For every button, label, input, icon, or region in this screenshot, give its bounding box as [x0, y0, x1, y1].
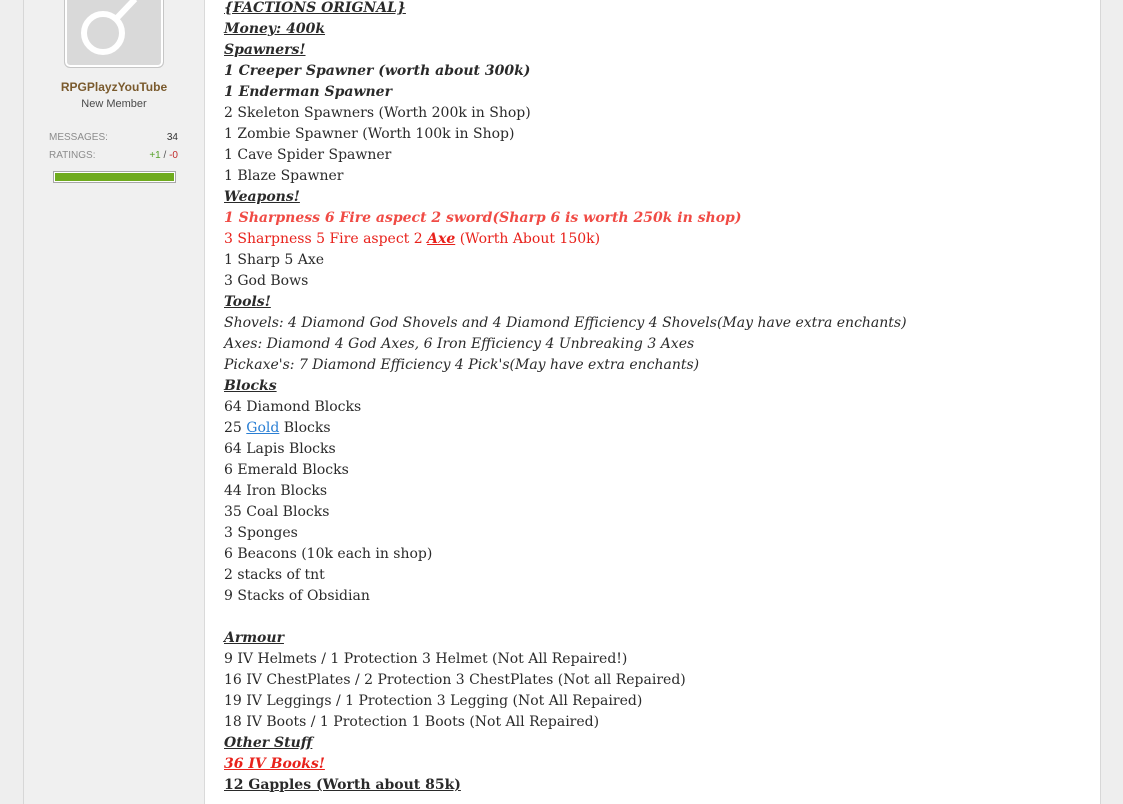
post-body — [224, 0, 1084, 796]
ratings-negative: -0 — [169, 150, 178, 161]
ratings-value — [149, 150, 178, 161]
tool-line: Axes: Diamond 4 God Axes, 6 Iron Efficiency 4 Unbreaking 3 Axes — [224, 336, 695, 352]
ratings-separator: / — [163, 150, 167, 161]
weapon-2-axe: Axe — [427, 231, 456, 247]
spawner-line: 1 Cave Spider Spawner — [224, 147, 392, 163]
faction-header: {FACTIONS ORIGNAL} — [224, 0, 406, 16]
armour-line: 19 IV Leggings / 1 Protection 3 Legging (Not All Repaired) — [224, 693, 643, 709]
other-line: 36 IV Books! — [224, 756, 325, 772]
spawner-line: 1 Zombie Spawner (Worth 100k in Shop) — [224, 126, 515, 142]
weapon-2-prefix: 3 Sharpness 5 Fire aspect 2 — [224, 231, 428, 247]
weapon-line — [224, 229, 1084, 250]
block-line: 64 Lapis Blocks — [224, 441, 336, 457]
block-line — [224, 418, 1084, 439]
block-2-suffix: Blocks — [283, 420, 331, 436]
message-content — [205, 0, 1100, 804]
tool-line: Shovels: 4 Diamond God Shovels and 4 Diamond Efficiency 4 Shovels(May have extra enchants) — [224, 315, 907, 331]
blank-line — [224, 607, 1084, 628]
block-line: 9 Stacks of Obsidian — [224, 588, 370, 604]
block-line: 6 Emerald Blocks — [224, 462, 349, 478]
weapon-line: 3 God Bows — [224, 273, 309, 289]
spawners-header: Spawners! — [224, 42, 306, 58]
page-left-gutter — [0, 0, 24, 804]
weapon-line: 1 Sharpness 6 Fire aspect 2 sword(Sharp 6 is worth 250k in shop) — [224, 210, 742, 226]
armour-line: 9 IV Helmets / 1 Protection 3 Helmet (Not All Repaired!) — [224, 651, 628, 667]
block-2-prefix: 25 — [224, 420, 242, 436]
rating-bar — [53, 171, 176, 183]
ratings-label: RATINGS: — [49, 150, 96, 161]
block-line: 44 Iron Blocks — [224, 483, 328, 499]
other-stuff-header: Other Stuff — [224, 735, 313, 751]
spawner-line: 1 Enderman Spawner — [224, 84, 392, 100]
user-title: New Member — [81, 98, 147, 110]
tools-header: Tools! — [224, 294, 271, 310]
male-symbol-icon — [65, 0, 163, 67]
blocks-header: Blocks — [224, 378, 277, 394]
block-line: 2 stacks of tnt — [224, 567, 325, 583]
ratings-positive: +1 — [149, 150, 161, 161]
block-line: 64 Diamond Blocks — [224, 399, 362, 415]
weapon-line: 1 Sharp 5 Axe — [224, 252, 325, 268]
messages-label: MESSAGES: — [49, 132, 108, 143]
tool-line: Pickaxe's: 7 Diamond Efficiency 4 Pick's(May have extra enchants) — [224, 357, 700, 373]
page-right-gutter — [1100, 0, 1123, 804]
block-line: 35 Coal Blocks — [224, 504, 330, 520]
money-line: Money: 400k — [224, 21, 326, 37]
spawner-line: 1 Creeper Spawner (worth about 300k) — [224, 63, 531, 79]
gold-link[interactable]: Gold — [246, 420, 280, 436]
spawner-line: 1 Blaze Spawner — [224, 168, 344, 184]
weapons-header: Weapons! — [224, 189, 300, 205]
armour-header: Armour — [224, 630, 284, 646]
other-line: 12 Gapples (Worth about 85k) — [224, 777, 461, 793]
armour-line: 18 IV Boots / 1 Protection 1 Boots (Not All Repaired) — [224, 714, 600, 730]
spawner-line: 2 Skeleton Spawners (Worth 200k in Shop) — [224, 105, 531, 121]
username-link[interactable]: RPGPlayzYouTube — [60, 80, 168, 94]
block-line: 3 Sponges — [224, 525, 298, 541]
avatar[interactable] — [64, 0, 164, 68]
armour-line: 16 IV ChestPlates / 2 Protection 3 ChestPlates (Not all Repaired) — [224, 672, 686, 688]
messages-count[interactable]: 34 — [166, 132, 178, 143]
message-user-info — [24, 0, 205, 804]
block-line: 6 Beacons (10k each in shop) — [224, 546, 433, 562]
weapon-2-suffix: (Worth About 150k) — [455, 231, 601, 247]
